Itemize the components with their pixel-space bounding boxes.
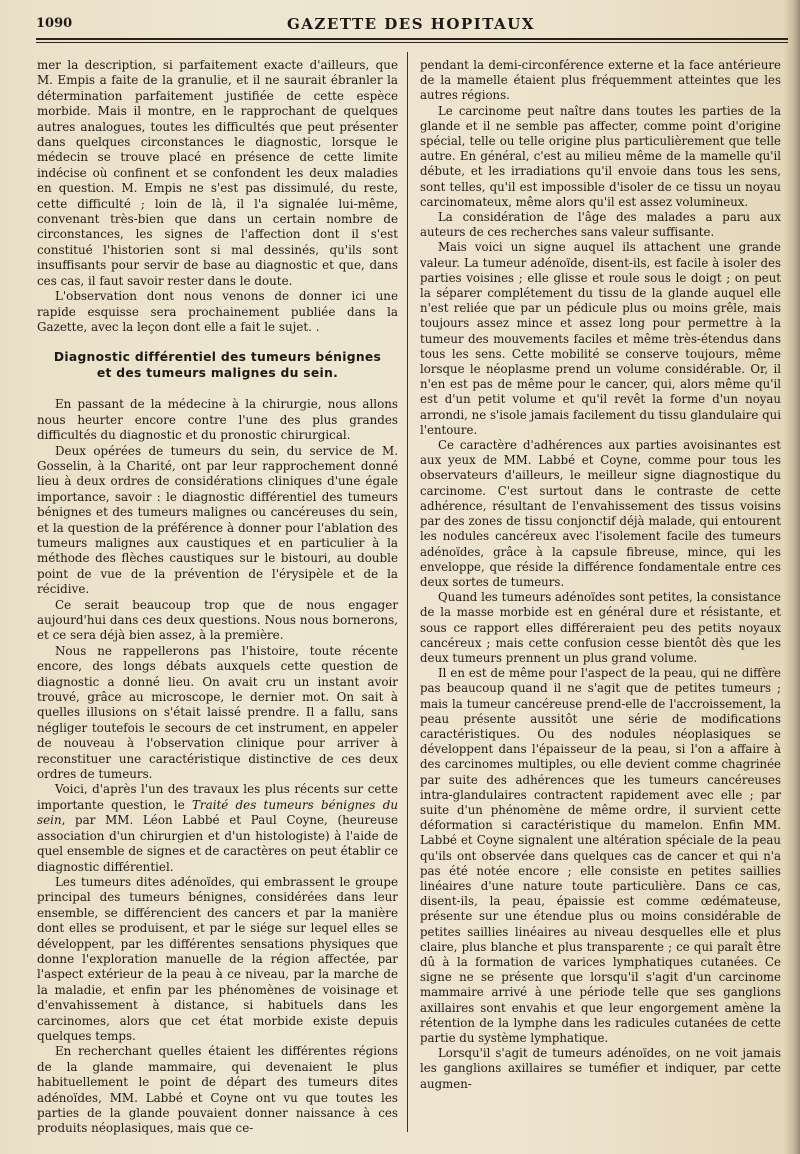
- paragraph: Ce serait beaucoup trop que de nous engager aujourd'hui dans ces deux questions. Nous nous bornerons, et ce sera déjà bien assez, à la première.: [37, 597, 398, 643]
- header-rule-thick: [36, 38, 788, 40]
- journal-title: GAZETTE DES HOPITAUX: [286, 15, 535, 33]
- paragraph: mer la description, si parfaitement exacte d'ailleurs, que M. Empis a faite de la granulie, et il ne saurait ébranler la détermination parfaitement justifiée de cette espèce morbide. Mais il montre, en le rapprochant de quelques autres analogues, toutes les difficultés que peut présenter dans quelques circonstances le diagnostic, lorsque le médecin se trouve placé en présence de cette limite indécise où confinent et se confondent les deux maladies en question. M. Empis ne s'est pas dissimulé, du reste, cette difficulté ; loin de là, il l'a signalée lui-même, convenant très-bien que dans un certain nombre de circonstances, les signes de l'affection dont il s'est constitué l'historien sont si mal dessinés, qu'ils sont insuffisants pour servir de base au diagnostic et que, dans ces cas, il faut savoir rester dans le doute.: [37, 58, 398, 288]
- left-column: [37, 58, 398, 1137]
- column-divider: [407, 52, 408, 1132]
- paragraph: En recherchant quelles étaient les différentes régions de la glande mammaire, qui devenaient le plus habituellement le point de départ des tumeurs dites adénoïdes, MM. Labbé et Coyne ont vu que toutes les parties de la glande pouvaient donner naissance à ces produits néoplasiques, mais que ce-: [37, 1044, 398, 1136]
- paragraph: Lorsqu'il s'agit de tumeurs adénoïdes, on ne voit jamais les ganglions axillaires se tuméfier et indiquer, par cette augmen-: [420, 1046, 781, 1091]
- book-title: Traité des tumeurs bénignes du sein: [37, 797, 398, 828]
- page-number: 1090: [36, 16, 73, 31]
- paragraph: Ce caractère d'adhérences aux parties avoisinantes est aux yeux de MM. Labbé et Coyne, comme pour tous les observateurs d'ailleurs, le meilleur signe diagnostique du carcinome. C'est surtout dans le contraste de cette adhérence, résultant de l'envahissement des tissus voisins par des zones de tissu conjonctif déjà malade, qui entourent les nodules cancéreux avec l'isolement facile des tumeurs adénoïdes, grâce à la capsule fibreuse, mince, qui les enveloppe, que réside la différence fondamentale entre ces deux sortes de tumeurs.: [420, 438, 781, 589]
- text-run: , par MM. Léon Labbé et Paul Coyne, (heureuse association d'un chirurgien et d'un histologiste) à l'aide de quel ensemble de signes et de caractères on peut établir ce diagnostic différentiel.: [37, 813, 398, 874]
- paragraph: L'observation dont nous venons de donner ici une rapide esquisse sera prochainement publiée dans la Gazette, avec la leçon dont elle a fait le sujet. .: [37, 289, 398, 334]
- header-rule-thin: [36, 42, 788, 43]
- paragraph: Deux opérées de tumeurs du sein, du service de M. Gosselin, à la Charité, ont par leur rapprochement donné lieu à deux ordres de considérations cliniques d'une égale importance, savoir : le diagnostic différentiel des tumeurs bénignes et des tumeurs malignes ou cancéreuses du sein, et la question de la préférence à donner pour l'ablation des tumeurs malignes aux caustiques et en particulier à la méthode des flèches caustiques sur le bistouri, au double point de vue de la prévention de l'érysipèle et de la récidive.: [37, 443, 398, 597]
- paragraph: Les tumeurs dites adénoïdes, qui embrassent le groupe principal des tumeurs bénignes, considérées dans leur ensemble, se différencient des cancers et par la manière dont elles se produisent, et par le siége sur lequel elles se développent, par les différentes sensations physiques que donne l'exploration manuelle de la région affectée, par l'aspect extérieur de la peau à ce niveau, par la marche de la maladie, et enfin par les phénomènes de voisinage et d'envahissement à distance, si habituels dans les carcinomes, alors que cet état morbide existe depuis quelques temps.: [37, 874, 398, 1043]
- paragraph: Nous ne rappellerons pas l'histoire, toute récente encore, des longs débats auxquels cette question de diagnostic a donné lieu. On avait cru un instant avoir trouvé, grâce au microscope, le dernier mot. On sait à quelles illusions on s'était laissé prendre. Il a fallu, sans négliger toutefois le secours de cet instrument, en appeler de nouveau à l'observation clinique pour arriver à reconstituer une caractéristique distinctive de ces deux ordres de tumeurs.: [37, 643, 398, 782]
- paragraph: [37, 782, 398, 874]
- section-title: [37, 349, 398, 381]
- section-title-line: et des tumeurs malignes du sein.: [96, 366, 339, 381]
- paragraph: Le carcinome peut naître dans toutes les parties de la glande et il ne semble pas affecter, comme point d'origine spécial, telle ou telle origine plus particulièrement que telle autre. En général, c'est au milieu même de la mamelle qu'il débute, et les irradiations qu'il envoie dans tous les sens, sont telles, qu'il est impossible d'isoler de ce tissu un noyau carcinomateux, même alors qu'il est assez volumineux.: [420, 103, 781, 209]
- page-edge-shadow: [784, 0, 800, 1154]
- paragraph: La considération de l'âge des malades a paru aux auteurs de ces recherches sans valeur suffisante.: [420, 210, 781, 240]
- paragraph: Il en est de même pour l'aspect de la peau, qui ne diffère pas beaucoup quand il ne s'agit que de petites tumeurs ; mais la tumeur cancéreuse prend-elle de l'accroissement, la peau présente aussitôt une série de modifications caractéristiques. Ou des nodules néoplasiques se développent dans l'épaisseur de la peau, si l'on a affaire à des carcinomes multiples, ou elle devient comme chagrinée par suite des adhérences que les tumeurs cancéreuses intra-glandulaires contractent rapidement avec elle ; par suite d'un phénomène de même ordre, il survient cette déformation si caractéristique du mamelon. Enfin MM. Labbé et Coyne signalent une altération spéciale de la peau qu'ils ont observée dans quelques cas de cancer et qui n'a pas été notée encore ; elle consiste en petites saillies linéaires d'une nature toute particulière. Dans ce cas, disent-ils, la peau, épaissie est comme œdémateuse, présente sur une étendue plus ou moins considérable de petites saillies linéaires au niveau desquelles elle et plus claire, plus blanche et plus transparente ; ce qui paraît être dû à la formation de varices lymphatiques cutanées. Ce signe ne se présente que lorsqu'il s'agit d'un carcinome mammaire arrivé à une période telle que ses ganglions axillaires sont envahis et que leur engorgement amène la rétention de la lymphe dans les radicules cutanées de cette partie du système lymphatique.: [420, 666, 781, 1045]
- right-column: [420, 58, 781, 1092]
- section-title-line: Diagnostic différentiel des tumeurs bénignes: [53, 350, 382, 365]
- paragraph: Mais voici un signe auquel ils attachent une grande valeur. La tumeur adénoïde, disent-ils, est facile à isoler des parties voisines ; elle glisse et roule sous le doigt ; on peut la séparer complétement du tissu de la glande auquel elle n'est reliée que par un pédicule plus ou moins grêle, mais toujours assez mince et assez long pour permettre à la tumeur des mouvements faciles et même très-étendus dans tous les sens. Cette mobilité se conserve toujours, même lorsque le néoplasme prend un volume considérable. Or, il n'en est pas de même pour le cancer, qui, alors même qu'il est d'un petit volume et qu'il revêt la forme d'un noyau arrondi, ne s'isole jamais facilement du tissu glandulaire qui l'entoure.: [420, 240, 781, 437]
- paragraph: pendant la demi-circonférence externe et la face antérieure de la mamelle étaient plus fréquemment atteintes que les autres régions.: [420, 58, 781, 103]
- text-run: Voici, d'après l'un des travaux les plus récents sur cette importante question, le: [37, 782, 398, 812]
- paragraph: Quand les tumeurs adénoïdes sont petites, la consistance de la masse morbide est en général dure et résistante, et sous ce rapport elles différeraient peu des petits noyaux cancéreux ; mais cette confusion cesse bientôt dès que les deux tumeurs prennent un plus grand volume.: [420, 590, 781, 665]
- paragraph: En passant de la médecine à la chirurgie, nous allons nous heurter encore contre l'une des plus grandes difficultés du diagnostic et du pronostic chirurgical.: [37, 397, 398, 443]
